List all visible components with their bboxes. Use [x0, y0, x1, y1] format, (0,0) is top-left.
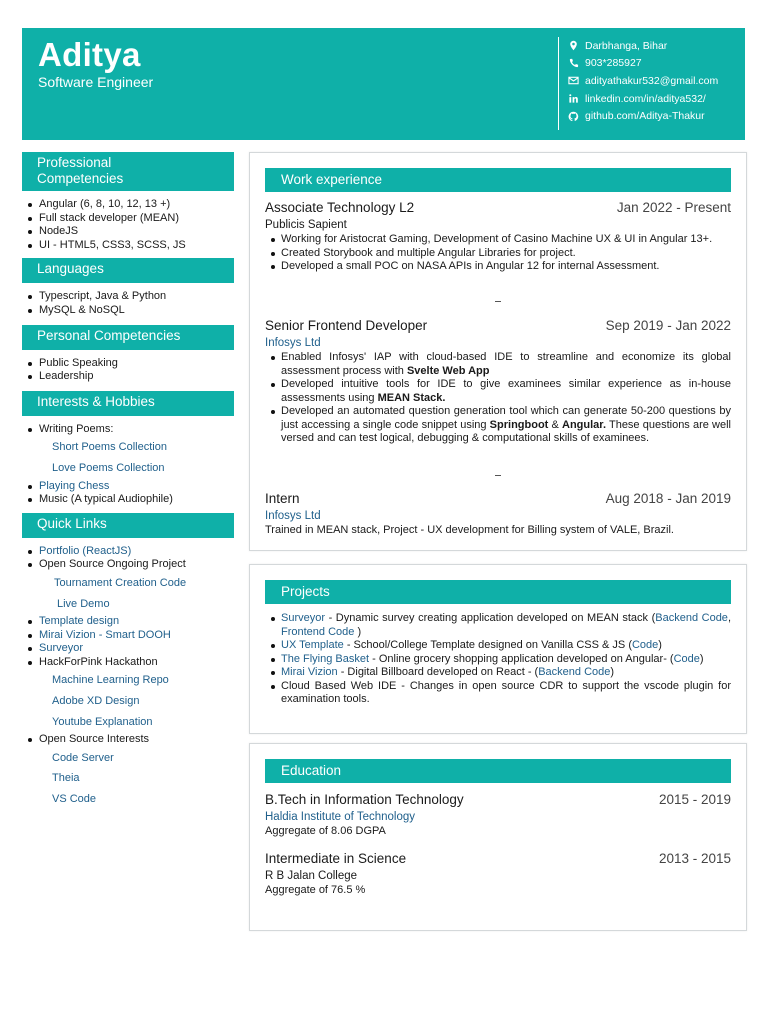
interests-heading: Interests & Hobbies [22, 391, 234, 416]
education-card [249, 743, 747, 931]
ml-repo-link[interactable]: Machine Learning Repo [52, 674, 169, 687]
job-title-row [265, 490, 731, 508]
project-text: ) [699, 652, 704, 665]
playing-chess-link[interactable]: Playing Chess [22, 480, 234, 494]
candidate-role: Software Engineer [38, 74, 154, 90]
left-column [22, 152, 234, 810]
live-demo-link[interactable]: Live Demo [57, 597, 110, 610]
education-title-row [265, 850, 731, 868]
list-item: Leadership [22, 370, 234, 384]
code-server-link[interactable]: Code Server [52, 751, 114, 764]
bullet-text: Developed intuitive tools for IDE to give examinees similar experience as in-house assessments using [281, 378, 731, 404]
projects-entry [265, 612, 731, 707]
project-link[interactable]: Backend Code [655, 612, 728, 624]
header-banner [22, 28, 745, 140]
list-item: NodeJS [22, 225, 234, 239]
list-item: UI - HTML5, CSS3, SCSS, JS [22, 239, 234, 253]
project-text: - Digital Billboard developed on React - ( [337, 666, 539, 678]
job-title-row [265, 199, 731, 217]
degree: B.Tech in Information Technology [265, 792, 464, 807]
contact-linkedin[interactable] [568, 90, 743, 108]
education-date: 2015 - 2019 [658, 792, 731, 807]
languages-list [22, 290, 234, 317]
project-item [265, 612, 731, 639]
project-text: - Online grocery shopping application developed on Angular- ( [369, 652, 674, 665]
list-item: Created Storybook and multiple Angular Libraries for project. [265, 247, 731, 261]
project-item [265, 639, 731, 653]
job-entry [265, 490, 731, 538]
list-item [265, 405, 731, 446]
professional-competencies-heading [22, 152, 234, 191]
adobe-xd-link[interactable]: Adobe XD Design [52, 695, 140, 708]
grade: Aggregate of 76.5 % [265, 884, 366, 896]
list-item: Open Source Ongoing Project [22, 558, 234, 572]
job-role: Associate Technology L2 [265, 200, 415, 215]
project-text: , [727, 612, 731, 624]
list-item: Writing Poems: [22, 423, 234, 437]
projects-heading: Projects [265, 580, 731, 604]
job-company: Publicis Sapient [265, 219, 347, 231]
contact-email[interactable] [568, 72, 743, 90]
job-entry [265, 199, 731, 274]
interests-list [22, 423, 234, 507]
project-link[interactable]: Mirai Vizion [281, 666, 338, 678]
surveyor-link[interactable]: Surveyor [22, 642, 234, 656]
project-text: ) [354, 625, 362, 638]
project-item [265, 666, 731, 680]
location-icon [568, 40, 579, 51]
list-item [265, 351, 731, 378]
contact-github[interactable] [568, 107, 743, 125]
education-date: 2013 - 2015 [658, 851, 731, 866]
job-date: Jan 2022 - Present [616, 200, 731, 215]
grade: Aggregate of 8.06 DGPA [265, 825, 386, 837]
education-entry [265, 791, 731, 839]
job-company[interactable]: Infosys Ltd [265, 510, 321, 522]
quick-links-list [22, 545, 234, 810]
languages-heading: Languages [22, 258, 234, 283]
project-text: - School/College Template designed on Vanilla CSS & JS ( [343, 639, 632, 651]
job-bullets [265, 233, 731, 274]
work-experience-heading: Work experience [265, 168, 731, 192]
template-design-link[interactable]: Template design [22, 615, 234, 629]
list-item: Open Source Interests [22, 733, 234, 747]
bullet-bold: Angular. [562, 418, 607, 431]
education-title-row [265, 791, 731, 809]
tournament-code-link[interactable]: Tournament Creation Code [54, 576, 187, 589]
short-poems-link[interactable]: Short Poems Collection [52, 441, 167, 454]
project-link[interactable]: Surveyor [281, 612, 326, 624]
job-company[interactable]: Infosys Ltd [265, 337, 321, 349]
personal-competencies-list [22, 357, 234, 384]
love-poems-link[interactable]: Love Poems Collection [52, 461, 165, 474]
bullet-text: These questions are well versed and can test logical, debugging & computational skills of examinees. [281, 418, 731, 444]
list-item: Music (A typical Audiophile) [22, 493, 234, 507]
professional-competencies-list [22, 198, 234, 252]
contact-email-text: adityathakur532@gmail.com [585, 74, 719, 87]
entry-separator [495, 301, 501, 302]
project-text: ) [658, 639, 662, 651]
contact-phone[interactable] [568, 55, 743, 73]
bullet-text: & [548, 418, 562, 431]
list-item: Typescript, Java & Python [22, 290, 234, 304]
contact-phone-text: 903*285927 [585, 57, 642, 70]
contact-github-text: github.com/Aditya-Thakur [585, 110, 705, 123]
entry-separator [495, 475, 501, 476]
project-link[interactable]: Code [631, 639, 659, 651]
list-item [265, 378, 731, 405]
youtube-link[interactable]: Youtube Explanation [52, 715, 153, 728]
bullet-bold: MEAN Stack. [377, 391, 446, 404]
education-entry [265, 850, 731, 898]
header-divider [558, 37, 559, 130]
portfolio-link[interactable]: Portfolio (ReactJS) [22, 545, 234, 559]
bullet-bold: Springboot [489, 418, 549, 431]
contact-list [568, 37, 743, 125]
github-icon [568, 111, 579, 122]
job-role: Intern [265, 491, 300, 506]
project-link[interactable]: Code [673, 652, 700, 665]
mirai-vizion-link[interactable]: Mirai Vizion - Smart DOOH [22, 629, 234, 643]
school-name: R B Jalan College [265, 870, 358, 882]
heading-line: Professional [37, 155, 112, 170]
list-item: Working for Aristocrat Gaming, Development of Casino Machine UX & UI in Angular 13+. [265, 233, 731, 247]
contact-location-text: Darbhanga, Bihar [585, 39, 668, 52]
project-item: Cloud Based Web IDE - Changes in open source CDR to support the vscode plugin for examination tools. [265, 680, 731, 707]
list-item: Developed a small POC on NASA APIs in Angular 12 for internal Assessment. [265, 260, 731, 274]
education-heading: Education [265, 759, 731, 783]
list-item: Public Speaking [22, 357, 234, 371]
email-icon [568, 75, 579, 86]
project-link[interactable]: Backend Code [538, 666, 611, 678]
projects-card [249, 564, 747, 734]
job-bullets [265, 351, 731, 446]
vscode-link[interactable]: VS Code [52, 793, 97, 806]
project-link[interactable]: The Flying Basket [281, 652, 370, 665]
job-role: Senior Frontend Developer [265, 318, 428, 333]
bullet-bold: Svelte Web App [406, 364, 490, 377]
job-date: Sep 2019 - Jan 2022 [605, 318, 731, 333]
contact-linkedin-text: linkedin.com/in/aditya532/ [585, 92, 706, 105]
theia-link[interactable]: Theia [52, 772, 80, 785]
list-item: HackForPink Hackathon [22, 656, 234, 670]
heading-line: Competencies [37, 171, 124, 186]
list-item: Angular (6, 8, 10, 12, 13 +) [22, 198, 234, 212]
job-entry [265, 317, 731, 446]
project-link[interactable]: Frontend Code [281, 625, 355, 638]
degree: Intermediate in Science [265, 851, 407, 866]
project-item [265, 653, 731, 667]
project-text: - Dynamic survey creating application developed on MEAN stack ( [325, 612, 656, 624]
projects-list [265, 612, 731, 707]
job-description: Trained in MEAN stack, Project - UX development for Billing system of VALE, Brazil. [265, 524, 674, 536]
candidate-name: Aditya [38, 36, 141, 73]
contact-location [568, 37, 743, 55]
list-item: MySQL & NoSQL [22, 304, 234, 318]
job-title-row [265, 317, 731, 335]
personal-competencies-heading: Personal Competencies [22, 325, 234, 350]
bullet-text: Developed an automated question generation tool which can generate 50-200 questions by just accessing a single code snippet using [281, 405, 731, 431]
bullet-text: Enabled Infosys' IAP with cloud-based IDE to streamline and economize its global assessment process with [281, 351, 731, 377]
phone-icon [568, 58, 579, 69]
list-item: Full stack developer (MEAN) [22, 212, 234, 226]
work-experience-card [249, 152, 747, 551]
quick-links-heading: Quick Links [22, 513, 234, 538]
project-text: ) [610, 666, 615, 678]
project-link[interactable]: UX Template [281, 639, 344, 651]
school-link[interactable]: Haldia Institute of Technology [265, 811, 416, 823]
linkedin-icon [568, 93, 579, 104]
job-date: Aug 2018 - Jan 2019 [605, 491, 731, 506]
